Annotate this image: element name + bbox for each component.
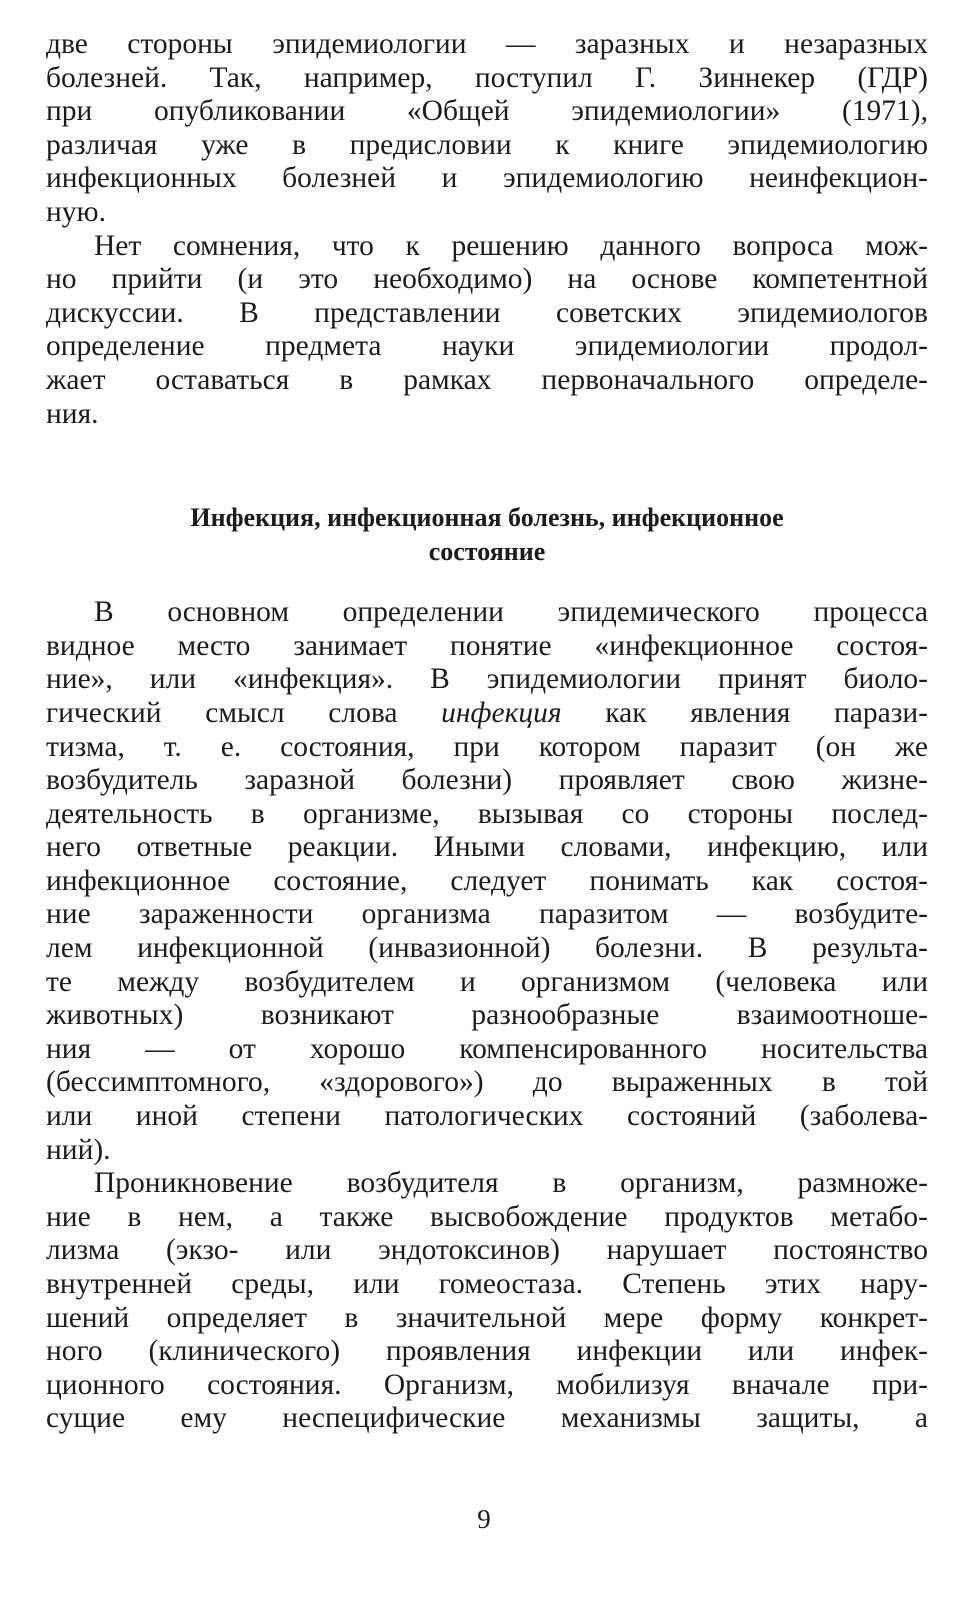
- text-line: ний).: [46, 1133, 111, 1166]
- text-line: дискуссии. В представлении советских эпидемиологов: [46, 296, 928, 329]
- text-line: лизма (экзо- или эндотоксинов) нарушает постоянство: [46, 1234, 928, 1267]
- text-line: него ответные реакции. Иными словами, инфекцию, или: [46, 831, 928, 864]
- text-line: различая уже в предисловии к книге эпидемиологию: [46, 128, 928, 161]
- text-line: ния — от хорошо компенсированного носительства: [46, 1032, 928, 1065]
- text-line: инфекционное состояние, следует понимать как состоя-: [46, 864, 928, 897]
- paragraph-1: [46, 28, 928, 230]
- text-line: определение предмета науки эпидемиологии продол-: [46, 330, 928, 363]
- text-line: лем инфекционной (инвазионной) болезни. В результа-: [46, 932, 928, 965]
- text-line: видное место занимает понятие «инфекционное состоя-: [46, 629, 928, 662]
- text-fragment: гический смысл слова: [46, 696, 442, 729]
- text-line: сущие ему неспецифические механизмы защиты, а: [46, 1402, 928, 1435]
- text-line: (бессимптомного, «здорового») до выраженных в той: [46, 1066, 928, 1099]
- text-line: при опубликовании «Общей эпидемиологии» (1971),: [46, 95, 928, 128]
- text-line: но прийти (и это необходимо) на основе компетентной: [46, 263, 928, 296]
- text-line: возбудитель заразной болезни) проявляет свою жизне-: [46, 764, 928, 797]
- text-line: ционного состояния. Организм, мобилизуя вначале при-: [46, 1368, 928, 1401]
- paragraph-4: [46, 1167, 928, 1436]
- paragraph-3: [46, 596, 928, 1167]
- page-number: 9: [477, 1504, 491, 1534]
- text-line: или иной степени патологических состояний (заболева-: [46, 1100, 928, 1133]
- text-line: ния.: [46, 397, 99, 430]
- text-line: деятельность в организме, вызывая со стороны послед-: [46, 797, 928, 830]
- book-page: [46, 28, 928, 1436]
- text-line: внутренней среды, или гомеостаза. Степень этих нару-: [46, 1268, 928, 1300]
- text-line: те между возбудителем и организмом (человека или: [46, 965, 928, 998]
- text-line: две стороны эпидемиологии — заразных и незаразных: [46, 28, 928, 60]
- text-line: инфекционных болезней и эпидемиологию неинфекцион-: [46, 162, 928, 195]
- heading-line: состояние: [428, 537, 546, 567]
- section-heading: [46, 501, 928, 569]
- heading-line: Инфекция, инфекционная болезнь, инфекционное: [190, 503, 784, 533]
- text-line: тизма, т. е. состояния, при котором паразит (он же: [46, 730, 928, 763]
- paragraph-2: [46, 230, 928, 432]
- text-line: ного (клинического) проявления инфекции или инфек-: [46, 1335, 928, 1368]
- text-line: шений определяет в значительной мере форму конкрет-: [46, 1301, 928, 1334]
- text-line: ние зараженности организма паразитом — возбудите-: [46, 898, 928, 931]
- text-line: ние», или «инфекция». В эпидемиологии принят биоло-: [46, 663, 928, 696]
- text-line: В основном определении эпидемического процесса: [94, 596, 928, 629]
- italic-term: инфекция: [441, 696, 562, 729]
- text-line: Нет сомнения, что к решению данного вопроса мож-: [94, 229, 928, 262]
- text-line: ние в нем, а также высвобождение продуктов метабо-: [46, 1200, 928, 1233]
- text-fragment: как явления парази-: [561, 696, 928, 729]
- text-line: животных) возникают разнообразные взаимоотноше-: [46, 999, 928, 1032]
- text-line: болезней. Так, например, поступил Г. Зиннекер (ГДР): [46, 61, 928, 94]
- text-line: [46, 697, 928, 731]
- text-line: Проникновение возбудителя в организм, размноже-: [94, 1167, 928, 1200]
- text-line: жает оставаться в рамках первоначального определе-: [46, 363, 928, 396]
- text-line: ную.: [46, 195, 106, 228]
